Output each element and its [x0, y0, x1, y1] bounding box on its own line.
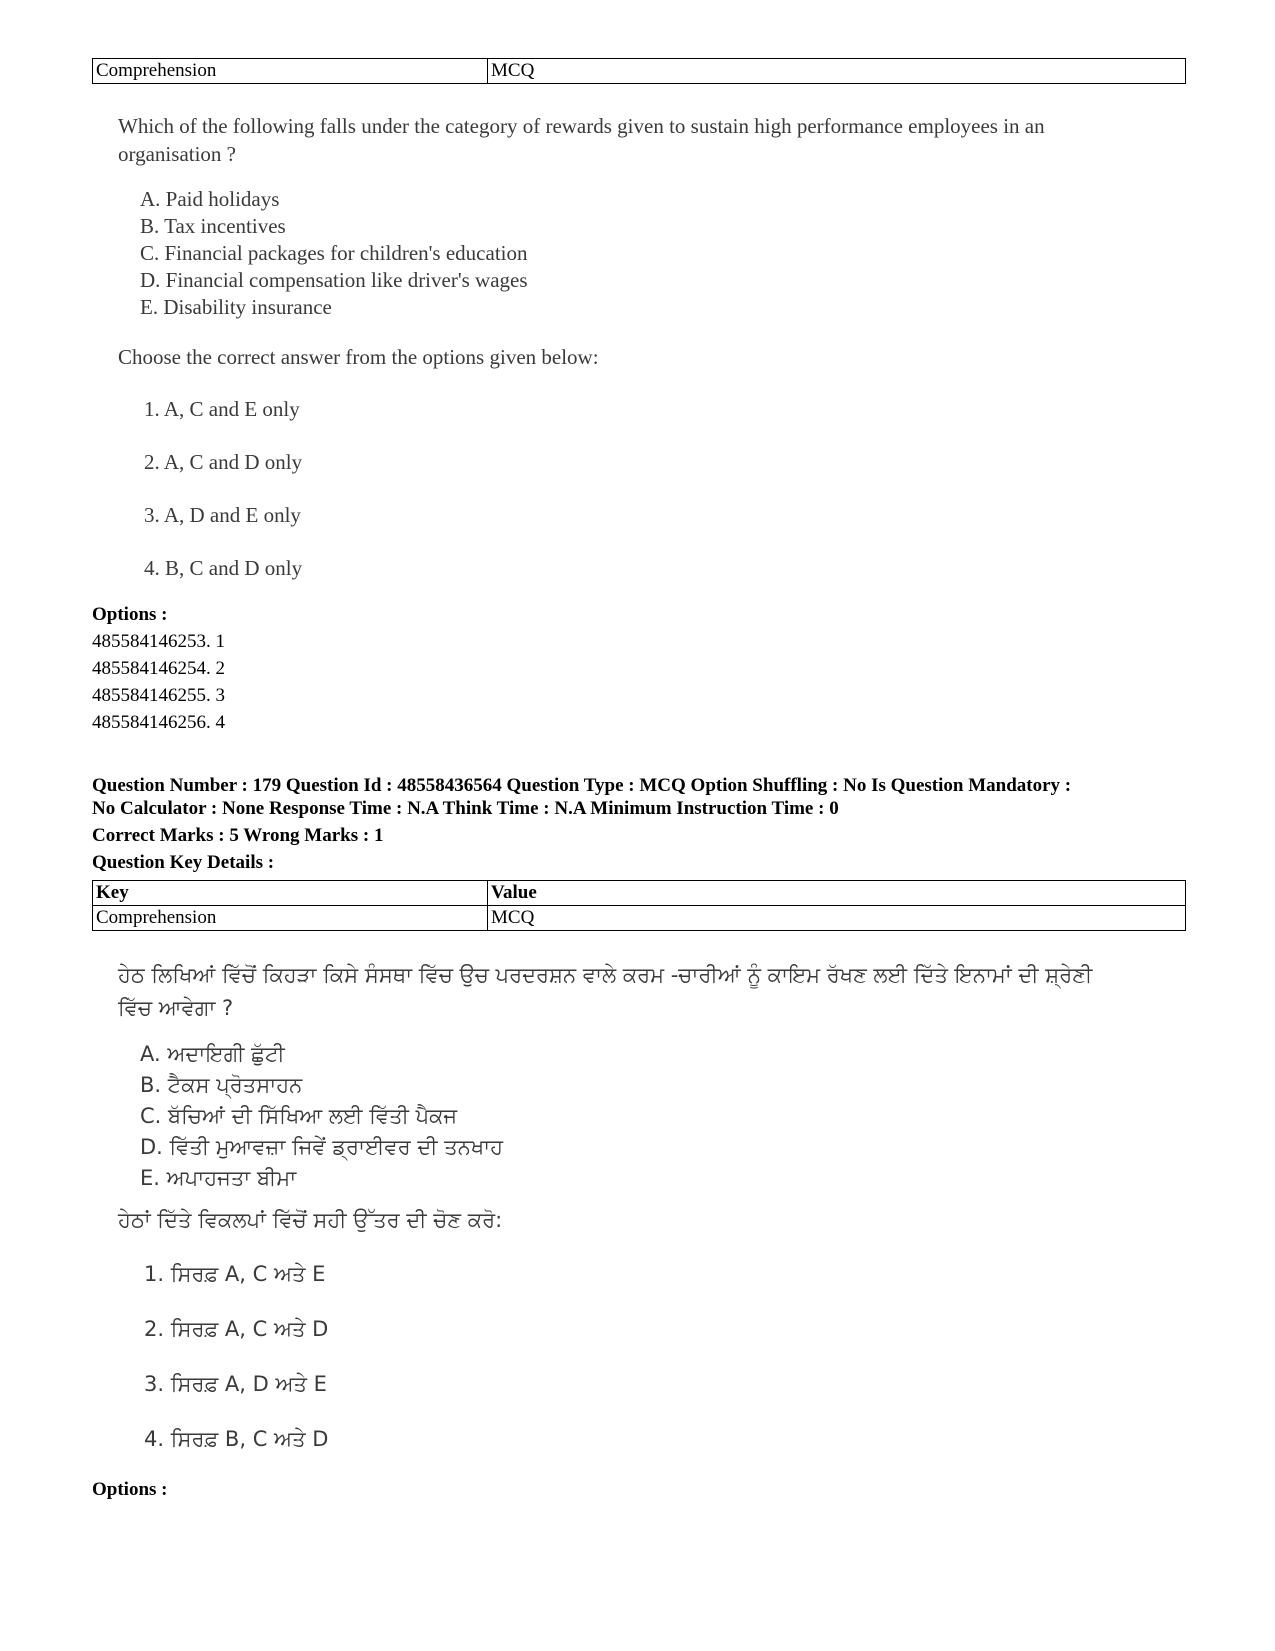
question-image-english — [118, 112, 1186, 582]
answer-choice-list — [144, 1260, 1186, 1453]
question-stem: ਹੇਠ ਲਿਖਿਆਂ ਵਿੱਚੋਂ ਕਿਹੜਾ ਕਿਸੇ ਸੰਸਥਾ ਵਿੱਚ ਉਚ ਪਰਦਰਸ਼ਨ ਵਾਲੇ ਕਰਮ -ਚਾਰੀਆਂ ਨੂੰ ਕਾਇਮ ਰੱਖਣ ਲਈ ਦਿੱਤੇ ਇਨਾਮਾਂ ਦੀ ਸ਼੍ਰੇਣੀ ਵਿੱਚ ਆਵੇਗਾ ? — [118, 963, 1093, 1020]
option-id-item: 485584146256. 4 — [92, 712, 225, 733]
statement-item: C. ਬੱਚਿਆਂ ਦੀ ਸਿੱਖਿਆ ਲਈ ਵਿੱਤੀ ਪੈਕਜ — [140, 1104, 458, 1128]
table-cell-value: MCQ — [488, 59, 1186, 84]
statement-list — [140, 186, 1186, 321]
question-stem: Which of the following falls under the category of rewards given to sustain high performance employees in an organisation ? — [118, 114, 1045, 166]
question-meta — [92, 774, 1186, 874]
choose-instruction: ਹੇਠਾਂ ਦਿੱਤੇ ਵਿਕਲਪਾਂ ਵਿੱਚੋਂ ਸਹੀ ਉੱਤਰ ਦੀ ਚੋਣ ਕਰੋ: — [118, 1208, 503, 1232]
option-id-item: 485584146254. 2 — [92, 658, 225, 679]
options-block — [92, 601, 1186, 736]
key-details-heading: Question Key Details : — [92, 852, 275, 873]
answer-choice: 2. ਸਿਰਫ਼ A, C ਅਤੇ D — [144, 1317, 329, 1341]
options-label: Options : — [92, 604, 168, 625]
table-row — [93, 906, 1186, 931]
answer-choice: 3. ਸਿਰਫ਼ A, D ਅਤੇ E — [144, 1372, 327, 1396]
statement-item: B. ਟੈਕਸ ਪ੍ਰੋਤਸਾਹਨ — [140, 1073, 303, 1097]
question-meta-line: No Calculator : None Response Time : N.A Think Time : N.A Minimum Instruction Time : 0 — [92, 798, 839, 819]
document-page — [92, 58, 1186, 1501]
table-cell-key: Comprehension — [93, 59, 488, 84]
marks-line: Correct Marks : 5 Wrong Marks : 1 — [92, 825, 384, 846]
question-image-punjabi — [118, 959, 1186, 1453]
answer-choice: 4. ਸਿਰਫ਼ B, C ਅਤੇ D — [144, 1427, 329, 1451]
question-meta-line: Question Number : 179 Question Id : 48558436564 Question Type : MCQ Option Shuffling : No Is Question Mandatory : — [92, 775, 1072, 796]
statement-item: E. ਅਪਾਹਜਤਾ ਬੀਮਾ — [140, 1166, 297, 1190]
answer-choice-list — [144, 395, 1186, 582]
choose-instruction: Choose the correct answer from the options given below: — [118, 345, 599, 369]
table-header-key: Key — [93, 881, 488, 906]
question-key-table-top — [92, 58, 1186, 84]
answer-choice: 4. B, C and D only — [144, 556, 303, 580]
answer-choice: 3. A, D and E only — [144, 503, 301, 527]
answer-choice: 1. A, C and E only — [144, 397, 300, 421]
statement-item: A. ਅਦਾਇਗੀ ਛੁੱਟੀ — [140, 1042, 285, 1066]
statement-item: D. ਵਿੱਤੀ ਮੁਆਵਜ਼ਾ ਜਿਵੇਂ ਡ੍ਰਾਈਵਰ ਦੀ ਤਨਖਾਹ — [140, 1135, 504, 1159]
table-header-value: Value — [488, 881, 1186, 906]
options-label: Options : — [92, 1479, 168, 1500]
statement-item: B. Tax incentives — [140, 214, 286, 238]
question-key-table — [92, 880, 1186, 931]
statement-list — [140, 1039, 1186, 1194]
answer-choice: 1. ਸਿਰਫ਼ A, C ਅਤੇ E — [144, 1262, 326, 1286]
statement-item: A. Paid holidays — [140, 187, 280, 211]
option-id-item: 485584146255. 3 — [92, 685, 225, 706]
table-header-row — [93, 881, 1186, 906]
table-cell-key: Comprehension — [93, 906, 488, 931]
option-id-item: 485584146253. 1 — [92, 631, 225, 652]
table-row — [93, 59, 1186, 84]
statement-item: D. Financial compensation like driver's wages — [140, 268, 528, 292]
statement-item: E. Disability insurance — [140, 295, 332, 319]
table-cell-value: MCQ — [488, 906, 1186, 931]
answer-choice: 2. A, C and D only — [144, 450, 303, 474]
statement-item: C. Financial packages for children's education — [140, 241, 528, 265]
